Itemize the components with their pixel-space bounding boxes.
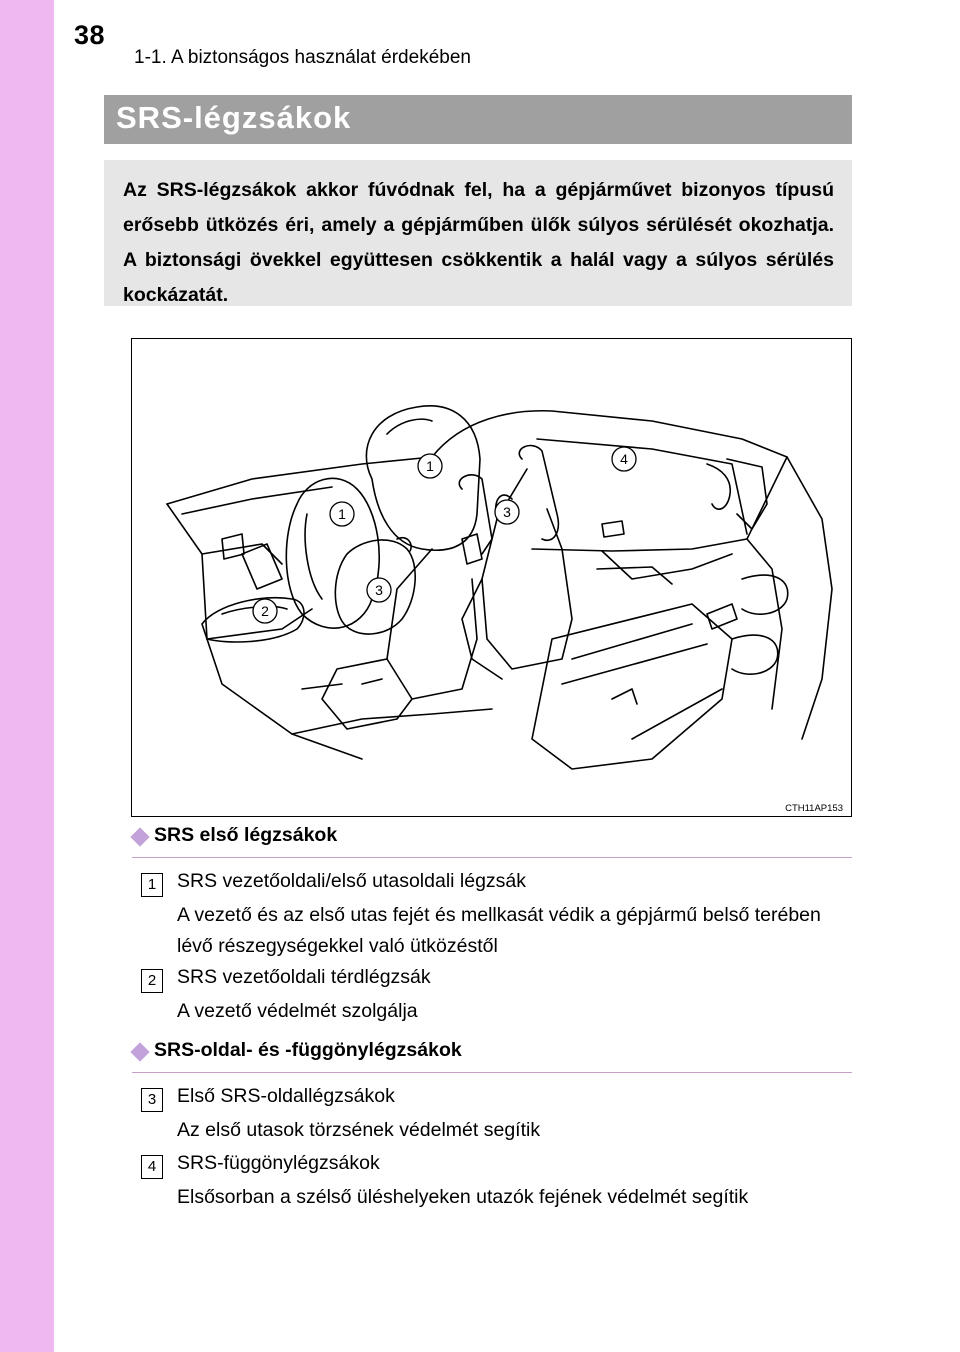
page-number: 38 xyxy=(74,20,106,50)
subhead-front-airbags xyxy=(132,824,852,858)
subhead-text: SRS-oldal- és -függönylégzsákok xyxy=(154,1039,462,1061)
subhead-text: SRS első légzsákok xyxy=(154,824,338,846)
callout-1-lower-label: 1 xyxy=(338,506,346,522)
figure-code: CTH11AP153 xyxy=(785,803,843,814)
item-description: Elsősorban a szélső üléshelyeken utazók fejének védelmét segítik xyxy=(177,1186,749,1208)
item-title: SRS vezetőoldali/első utasoldali légzsák xyxy=(177,870,527,892)
item-number: 2 xyxy=(141,969,163,993)
intro-text: Az SRS-légzsákok akkor fúvódnak fel, ha a gépjárművet bizonyos típusú erősebb ütközés éri, amely a gépjárműben ülők súlyos sérülését okozhatja. A biztonsági övekkel együttesen csökkentik a halál vagy a súlyos sérülés kockázatát. xyxy=(123,179,834,306)
section-title: SRS-légzsákok xyxy=(116,100,352,135)
callout-3-upper-label: 3 xyxy=(503,504,511,520)
side-color-strip xyxy=(0,0,54,1352)
running-head: 1-1. A biztonságos használat érdekében xyxy=(134,47,471,68)
item-description: Az első utasok törzsének védelmét segítik xyxy=(177,1119,541,1141)
airbag-illustration xyxy=(131,338,852,817)
item-title: SRS vezetőoldali térdlégzsák xyxy=(177,966,431,988)
diamond-bullet-icon xyxy=(130,1042,149,1061)
callout-3-lower-label: 3 xyxy=(375,582,383,598)
item-description: A vezető védelmét szolgálja xyxy=(177,1000,418,1022)
airbag-illustration-drawing xyxy=(132,339,853,818)
subhead-side-curtain-airbags xyxy=(132,1039,852,1073)
item-title: Első SRS-oldallégzsákok xyxy=(177,1085,395,1107)
item-description: A vezető és az első utas fejét és mellkasát védik a gépjármű belső terében lévő részegységekkel való ütközéstől xyxy=(177,904,821,957)
intro-box xyxy=(104,160,852,306)
callout-2-label: 2 xyxy=(261,603,269,619)
item-number: 4 xyxy=(141,1155,163,1179)
callout-4-label: 4 xyxy=(620,451,628,467)
item-title: SRS-függönylégzsákok xyxy=(177,1152,380,1174)
item-number: 1 xyxy=(141,873,163,897)
diamond-bullet-icon xyxy=(130,827,149,846)
item-number: 3 xyxy=(141,1088,163,1112)
callout-1-upper-label: 1 xyxy=(426,458,434,474)
